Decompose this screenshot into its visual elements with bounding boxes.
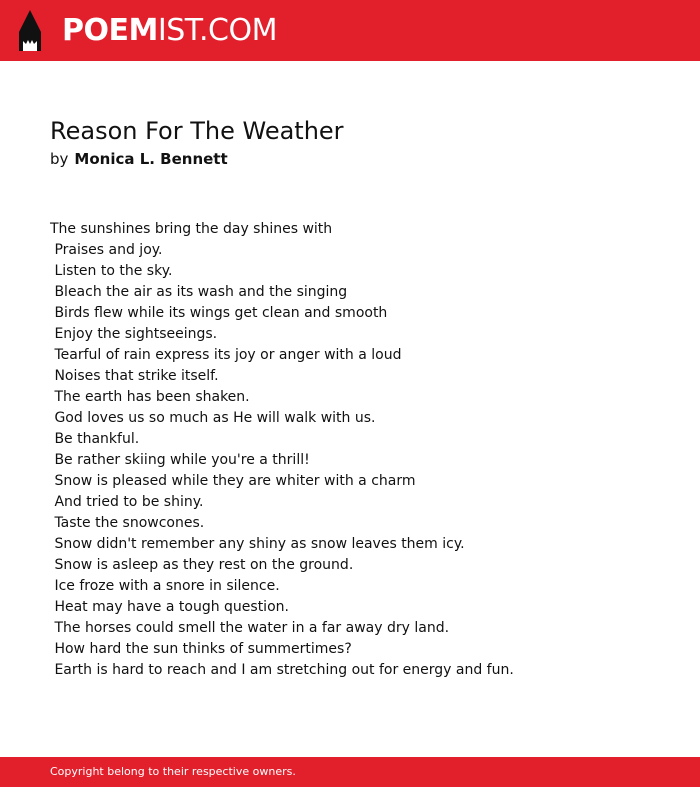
poem-line: Snow is asleep as they rest on the ground. — [50, 557, 354, 573]
pen-nib-icon[interactable] — [17, 10, 43, 51]
poem-line: The earth has been shaken. — [50, 389, 250, 405]
poem-line: Enjoy the sightseeings. — [50, 326, 218, 342]
poem-line: Listen to the sky. — [50, 263, 173, 279]
poem-line: The horses could smell the water in a far away dry land. — [50, 620, 450, 636]
brand-light-text: IST.COM — [157, 13, 277, 48]
poem-line: How hard the sun thinks of summertimes? — [50, 641, 352, 657]
poem-line: The sunshines bring the day shines with — [50, 221, 333, 237]
poem-line: Ice froze with a snore in silence. — [50, 578, 280, 594]
poem-line: Be thankful. — [50, 431, 140, 447]
poem-line: Noises that strike itself. — [50, 368, 219, 384]
poem-line: Earth is hard to reach and I am stretching out for energy and fun. — [50, 662, 514, 678]
poem-line: Heat may have a tough question. — [50, 599, 289, 615]
poem-body — [50, 219, 670, 681]
brand-bold-text: POEM — [62, 13, 158, 48]
poem-line: Snow is pleased while they are whiter with a charm — [50, 473, 416, 489]
site-logo-text[interactable] — [62, 12, 277, 50]
byline — [50, 149, 228, 169]
poem-line: And tried to be shiny. — [50, 494, 204, 510]
poem-line: Praises and joy. — [50, 242, 163, 258]
header-bar — [0, 0, 700, 61]
poem-line: Bleach the air as its wash and the singing — [50, 284, 348, 300]
poem-line: Snow didn't remember any shiny as snow leaves them icy. — [50, 536, 465, 552]
copyright-text: Copyright belong to their respective owners. — [50, 765, 296, 778]
author-name: Monica L. Bennett — [74, 150, 228, 168]
by-label: by — [50, 150, 69, 168]
footer-bar — [0, 757, 700, 787]
poem-line: Taste the snowcones. — [50, 515, 205, 531]
poem-title: Reason For The Weather — [50, 117, 344, 145]
poem-line: Tearful of rain express its joy or anger with a loud — [50, 347, 402, 363]
poem-line: Be rather skiing while you're a thrill! — [50, 452, 310, 468]
poem-line: God loves us so much as He will walk with us. — [50, 410, 376, 426]
poem-line: Birds flew while its wings get clean and smooth — [50, 305, 388, 321]
